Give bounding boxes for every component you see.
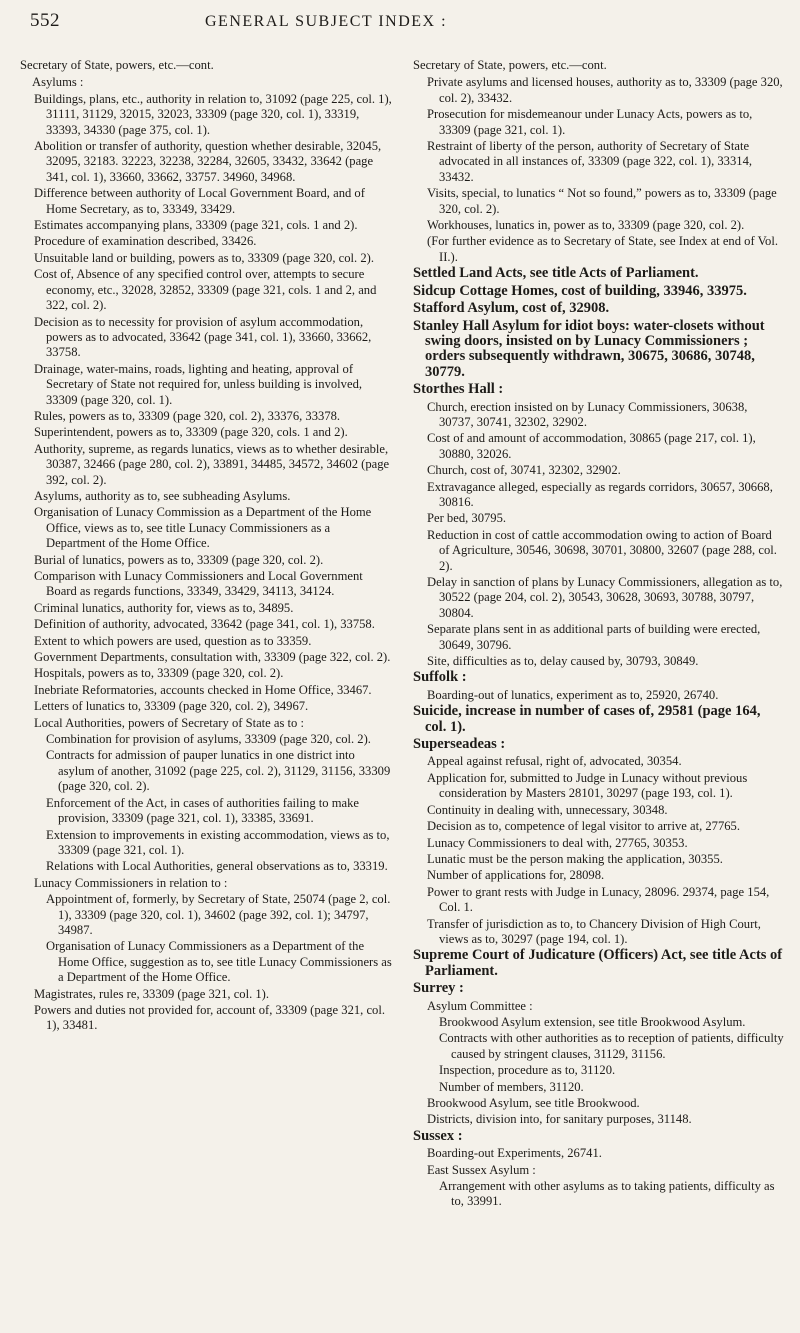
index-entry: Extent to which powers are used, question as to 33359. xyxy=(34,633,312,648)
index-entry: Stafford Asylum, cost of, 32908. xyxy=(413,300,610,317)
index-entry: Difference between authority of Local Government Board, and of Home Secretary, as to, 33349, 33429. xyxy=(34,186,365,216)
index-entry: Cost of and amount of accommodation, 30865 (page 217, col. 1), 30880, 32026. xyxy=(427,431,756,461)
index-entry: Enforcement of the Act, in cases of authorities failing to make provision, 33309 (page 321, col. 1), 33385, 33691. xyxy=(46,795,359,826)
index-entry: Magistrates, rules re, 33309 (page 321, col. 1). xyxy=(34,986,270,1001)
index-entry: Restraint of liberty of the person, authority of Secretary of State advocated in all instances of, 33309 (page 322, col. 1), 33314, 33432. xyxy=(427,139,753,184)
index-entry: Districts, division into, for sanitary purposes, 31148. xyxy=(427,1112,692,1127)
index-entry: Supreme Court of Judicature (Officers) Act, see title Acts of Parliament. xyxy=(413,947,783,979)
index-entry: Delay in sanction of plans by Lunacy Commissioners, allegation as to, 30522 (page 204, col. 2), 30543, 30628, 30693, 30788, 30797, 30804. xyxy=(427,575,783,620)
index-entry: Organisation of Lunacy Commission as a Department of the Home Office, views as to, see title Lunacy Commissioners as a Department of the Home Office. xyxy=(34,505,372,551)
index-entry: Workhouses, lunatics in, power as to, 33309 (page 320, col. 2). xyxy=(427,218,745,233)
index-entry: Asylums : xyxy=(32,75,84,90)
index-entry: Hospitals, powers as to, 33309 (page 320, col. 2). xyxy=(34,666,284,681)
index-entry: Brookwood Asylum, see title Brookwood. xyxy=(427,1096,640,1110)
index-entry: Surrey : xyxy=(413,980,464,997)
index-entry: Power to grant rests with Judge in Lunacy, 28096. 29374, page 154, Col. 1. xyxy=(427,884,770,915)
index-entry: Decision as to, competence of legal visitor to arrive at, 27765. xyxy=(427,819,740,834)
index-entry: Per bed, 30795. xyxy=(427,511,507,526)
index-entry: Procedure of examination described, 33426. xyxy=(34,234,257,249)
index-entry: Secretary of State, powers, etc.—cont. xyxy=(20,58,214,72)
index-entry: Lunacy Commissioners to deal with, 27765, 30353. xyxy=(427,835,688,850)
index-entry: Asylum Committee : xyxy=(427,998,533,1013)
index-entry: Organisation of Lunacy Commissioners as a Department of the Home Office, suggestion as to, see title Lunacy Commissioners as a Department of the Home Office. xyxy=(46,939,392,985)
index-entry: Inspection, procedure as to, 31120. xyxy=(439,1063,616,1078)
index-entry: Appointment of, formerly, by Secretary of State, 25074 (page 2, col. 1), 33309 (page 320, col. 1), 34602 (page 392, col. 1); 34797, 34987. xyxy=(46,892,391,937)
index-entry: Extravagance alleged, especially as regards corridors, 30657, 30668, 30816. xyxy=(427,479,773,509)
index-entry: Number of applications for, 28098. xyxy=(427,868,605,883)
index-entry: Abolition or transfer of authority, question whether desirable, 32045, 32095, 32183. 32223, 32238, 32284, 32605, 33432, 33642 (page 341, col. 1), 33660, 33662, 33757. 34960, 34968. xyxy=(34,139,382,184)
index-entry: Criminal lunatics, authority for, views as to, 34895. xyxy=(34,600,294,615)
index-entry: Contracts for admission of pauper lunatics in one district into asylum of another, 31092 (page 225, col. 2), 31129, 31156, 33309 (page 320, col. 2). xyxy=(46,748,391,794)
index-entry: Boarding-out Experiments, 26741. xyxy=(427,1146,602,1161)
index-entry: Church, cost of, 30741, 32302, 32902. xyxy=(427,463,621,478)
index-entry: Cost of, Absence of any specified control over, attempts to secure economy, etc., 32028, 32852, 33309 (page 321, cols. 1 and 2, and 322, col. 2). xyxy=(34,267,377,313)
index-entry: Combination for provision of asylums, 33309 (page 320, col. 2). xyxy=(46,732,371,747)
index-entry: Suicide, increase in number of cases of, 29581 (page 164, col. 1). xyxy=(413,703,761,735)
index-entry: Unsuitable land or building, powers as to, 33309 (page 320, col. 2). xyxy=(34,250,374,265)
index-entry: Inebriate Reformatories, accounts checked in Home Office, 33467. xyxy=(34,682,372,697)
index-entry: (For further evidence as to Secretary of State, see Index at end of Vol. II.). xyxy=(427,234,778,264)
index-entry: Lunatic must be the person making the application, 30355. xyxy=(427,851,723,866)
index-entry: Buildings, plans, etc., authority in relation to, 31092 (page 225, col. 1), 31111, 31129, 32015, 32023, 33309 (page 320, col. 1), 33319, 33393, 34330 (page 375, col. 1). xyxy=(34,91,392,137)
page-number: 552 xyxy=(30,10,60,31)
index-entry: Lunacy Commissioners in relation to : xyxy=(34,875,228,890)
index-entry: Suffolk : xyxy=(413,669,467,686)
index-entry: Local Authorities, powers of Secretary of State as to : xyxy=(34,715,304,730)
index-entry: Private asylums and licensed houses, authority as to, 33309 (page 320, col. 2), 33432. xyxy=(427,75,783,105)
index-entry: Superseadeas : xyxy=(413,736,506,753)
index-entry: Relations with Local Authorities, general observations as to, 33319. xyxy=(46,859,388,874)
index-entry: Extension to improvements in existing accommodation, views as to, 33309 (page 321, col. 1). xyxy=(46,827,390,857)
index-entry: Authority, supreme, as regards lunatics, views as to whether desirable, 30387, 32466 (page 280, col. 2), 33891, 34485, 34572, 34602 (page 392, col. 2). xyxy=(34,441,390,487)
index-entry: Transfer of jurisdiction as to, to Chancery Division of High Court, views as to, 30297 (page 194, col. 1). xyxy=(427,916,761,946)
index-entry: Sussex : xyxy=(413,1127,463,1144)
index-entry: Application for, submitted to Judge in Lunacy without previous consideration by Masters 28101, 30297 (page 193, col. 1). xyxy=(427,770,748,801)
index-entry: Drainage, water-mains, roads, lighting and heating, approval of Secretary of State not required for, unless building is involved, 33309 (page 320, col. 1). xyxy=(34,361,363,407)
index-entry: Sidcup Cottage Homes, cost of building, 33946, 33975. xyxy=(413,282,747,299)
index-entry: Burial of lunatics, powers as to, 33309 (page 320, col. 2). xyxy=(34,552,324,567)
index-entry: Contracts with other authorities as to reception of patients, difficulty caused by stringent clauses, 31129, 31156. xyxy=(439,1031,784,1061)
index-entry: Church, erection insisted on by Lunacy Commissioners, 30638, 30737, 30741, 32302, 32902. xyxy=(427,399,748,429)
index-entry: Arrangement with other asylums as to taking patients, difficulty as to, 33991. xyxy=(439,1179,775,1209)
index-entry: Site, difficulties as to, delay caused by, 30793, 30849. xyxy=(427,654,699,669)
index-entry: Estimates accompanying plans, 33309 (page 321, cols. 1 and 2). xyxy=(34,218,358,233)
index-entry: Definition of authority, advocated, 33642 (page 341, col. 1), 33758. xyxy=(34,617,375,632)
index-entry: Prosecution for misdemeanour under Lunacy Acts, powers as to, 33309 (page 321, col. 1). xyxy=(427,107,753,137)
index-entry: Continuity in dealing with, unnecessary, 30348. xyxy=(427,802,668,817)
index-entry: Letters of lunatics to, 33309 (page 320, col. 2), 34967. xyxy=(34,699,309,714)
index-entry: Appeal against refusal, right of, advocated, 30354. xyxy=(427,754,682,769)
index-entry: Powers and duties not provided for, account of, 33309 (page 321, col. 1), 33481. xyxy=(34,1002,385,1033)
index-entry: Storthes Hall : xyxy=(413,381,504,398)
index-entry: Decision as to necessity for provision of asylum accommodation, powers as to advocated, 33642 (page 341, col. 1), 33660, 33662, 33758. xyxy=(34,314,372,360)
index-entry: Superintendent, powers as to, 33309 (page 320, cols. 1 and 2). xyxy=(34,425,348,440)
index-entry: Visits, special, to lunatics “ Not so found,” powers as to, 33309 (page 320, col. 2). xyxy=(427,186,777,216)
index-entry: Asylums, authority as to, see subheading Asylums. xyxy=(34,488,291,503)
index-entry: Boarding-out of lunatics, experiment as to, 25920, 26740. xyxy=(427,687,719,702)
index-entry: Stanley Hall Asylum for idiot boys: water-closets without swing doors, insisted on by Lunacy Commissioners ; orders subsequently withdrawn, 30675, 30686, 30748, 30779. xyxy=(413,317,765,380)
index-entry: Secretary of State, powers, etc.—cont. xyxy=(413,58,607,72)
index-entry: Comparison with Lunacy Commissioners and Local Government Board as regards functions, 33349, 33429, 34113, 34124. xyxy=(34,569,363,599)
index-entry: Government Departments, consultation with, 33309 (page 322, col. 2). xyxy=(34,650,391,665)
index-entry: Rules, powers as to, 33309 (page 320, col. 2), 33376, 33378. xyxy=(34,408,341,423)
index-entry: Brookwood Asylum extension, see title Brookwood Asylum. xyxy=(439,1014,746,1029)
index-entry: Settled Land Acts, see title Acts of Parliament. xyxy=(413,265,699,282)
index-column-right xyxy=(413,58,785,1211)
index-column-left xyxy=(20,58,392,1035)
index-entry: Separate plans sent in as additional parts of building were erected, 30649, 30796. xyxy=(427,622,761,652)
index-entry: East Sussex Asylum : xyxy=(427,1162,536,1177)
running-head: GENERAL SUBJECT INDEX : xyxy=(205,13,448,30)
index-entry: Reduction in cost of cattle accommodation owing to action of Board of Agriculture, 30546, 30698, 30701, 30800, 32607 (page 288, col. 2). xyxy=(427,527,777,573)
index-entry: Number of members, 31120. xyxy=(439,1079,584,1094)
